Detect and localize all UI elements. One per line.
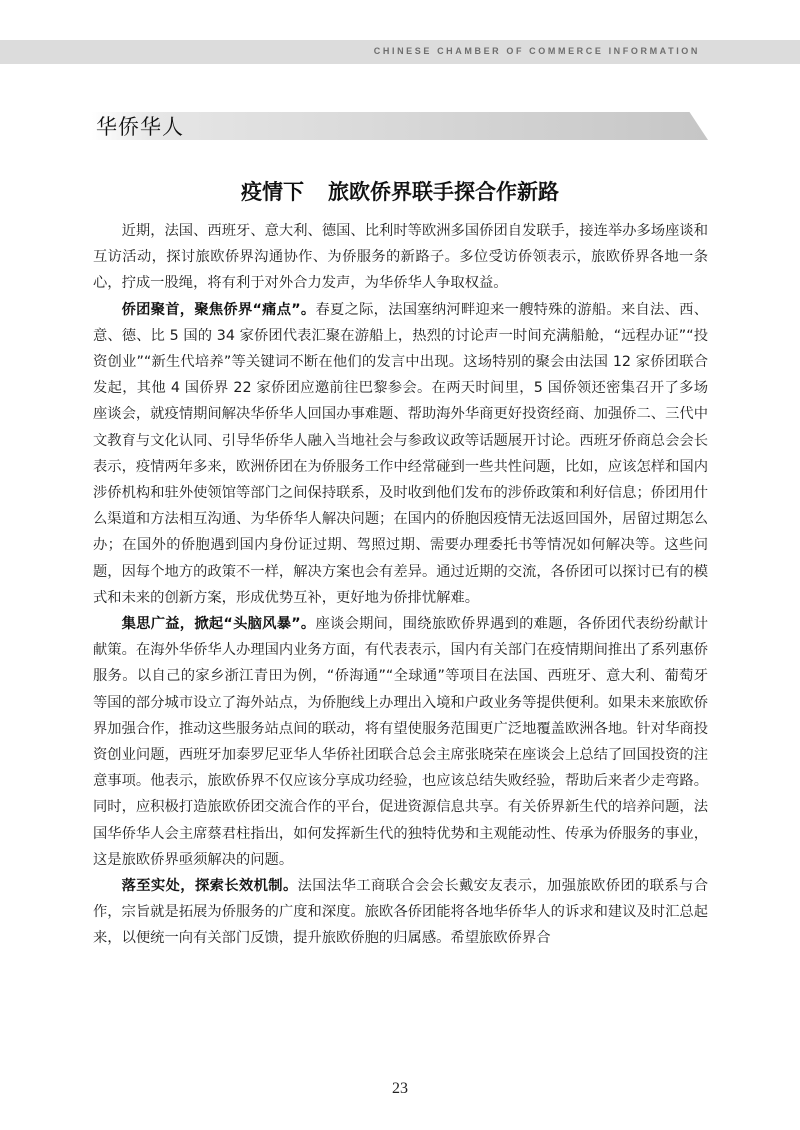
paragraph-text: 近期，法国、西班牙、意大利、德国、比利时等欧洲多国侨团自发联手，接连举办多场座谈和互访活动，探讨旅欧侨界沟通协作、为侨服务的新路子。多位受访侨领表示，旅欧侨界各地一条心，拧成一股绳，将有利于对外合力发声，为华侨华人争取权益。	[93, 223, 708, 292]
section-banner	[92, 112, 708, 140]
paragraph	[93, 611, 708, 873]
paragraph-text: 法国法华工商联合会会长戴安友表示，加强旅欧侨团的联系与合作，宗旨就是拓展为侨服务的广度和深度。旅欧各侨团能将各地华侨华人的诉求和建议及时汇总起来，以便统一向有关部门反馈，提升旅欧侨胞的归属感。希望旅欧侨界合	[93, 878, 709, 947]
paragraph	[93, 218, 708, 297]
article-body	[93, 218, 708, 952]
paragraph-lead: 集思广益，掀起“头脑风暴”。	[121, 616, 316, 633]
paragraph-lead: 侨团聚首，聚焦侨界“痛点”。	[121, 301, 316, 318]
article-title-part2: 旅欧侨界联手探合作新路	[328, 180, 559, 204]
section-title: 华侨华人	[96, 115, 184, 139]
paragraph	[93, 873, 708, 952]
page-number: 23	[392, 1080, 408, 1097]
paragraph-text: 座谈会期间，围绕旅欧侨界遇到的难题，各侨团代表纷纷献计献策。在海外华侨华人办理国内业务方面，有代表表示，国内有关部门在疫情期间推出了系列惠侨服务。以自己的家乡浙江青田为例，“侨海通”“全球通”等项目在法国、西班牙、意大利、葡萄牙等国的部分城市设立了海外站点，为侨胞线上办理出入境和户政业务等提供便利。如果未来旅欧侨界加强合作，推动这些服务站点间的联动，将有望使服务范围更广泛地覆盖欧洲各地。针对华商投资创业问题，西班牙加泰罗尼亚华人华侨社团联合总会主席张晓荣在座谈会上总结了回国投资的注意事项。他表示，旅欧侨界不仅应该分享成功经验，也应该总结失败经验，帮助后来者少走弯路。同时，应积极打造旅欧侨团交流合作的平台，促进资源信息共享。有关侨界新生代的培养问题，法国华侨华人会主席蔡君柱指出，如何发挥新生代的独特优势和主观能动性、传承为侨服务的事业，这是旅欧侨界亟须解决的问题。	[93, 616, 709, 868]
paragraph-text: 春夏之际，法国塞纳河畔迎来一艘特殊的游船。来自法、西、意、德、比 5 国的 34 家侨团代表汇聚在游船上，热烈的讨论声一时间充满船舱，“远程办证”“投资创业”“新生代培养”等关键词不断在他们的发言中出现。这场特别的聚会由法国 12 家侨团联合发起，其他 4 国侨界 22 家侨团应邀前往巴黎参会。在两天时间里，5 国侨领还密集召开了多场座谈会，就疫情期间解决华侨华人回国办事难题、帮助海外华商更好投资经商、加强侨二、三代中文教育与文化认同、引导华侨华人融入当地社会与参政议政等话题展开讨论。西班牙侨商总会会长表示，疫情两年多来，欧洲侨团在为侨服务工作中经常碰到一些共性问题，比如，应该怎样和国内涉侨机构和驻外使领馆等部门之间保持联系，及时收到他们发布的涉侨政策和利好信息；侨团用什么渠道和方法相互沟通、为华侨华人解决问题；在国内的侨胞因疫情无法返回国外，居留过期怎么办；在国外的侨胞遇到国内身份证过期、驾照过期、需要办理委托书等情况如何解决等。这些问题，因每个地方的政策不一样，解决方案也会有差异。通过近期的交流，各侨团可以探讨已有的模式和未来的创新方案，形成优势互补，更好地为侨排忧解难。	[93, 301, 709, 606]
article-title-part1: 疫情下	[241, 180, 304, 204]
paragraph-lead: 落至实处，探索长效机制。	[121, 878, 298, 895]
running-header: CHINESE CHAMBER OF COMMERCE INFORMATION	[373, 46, 700, 56]
paragraph	[93, 297, 708, 611]
article-title	[0, 176, 800, 206]
